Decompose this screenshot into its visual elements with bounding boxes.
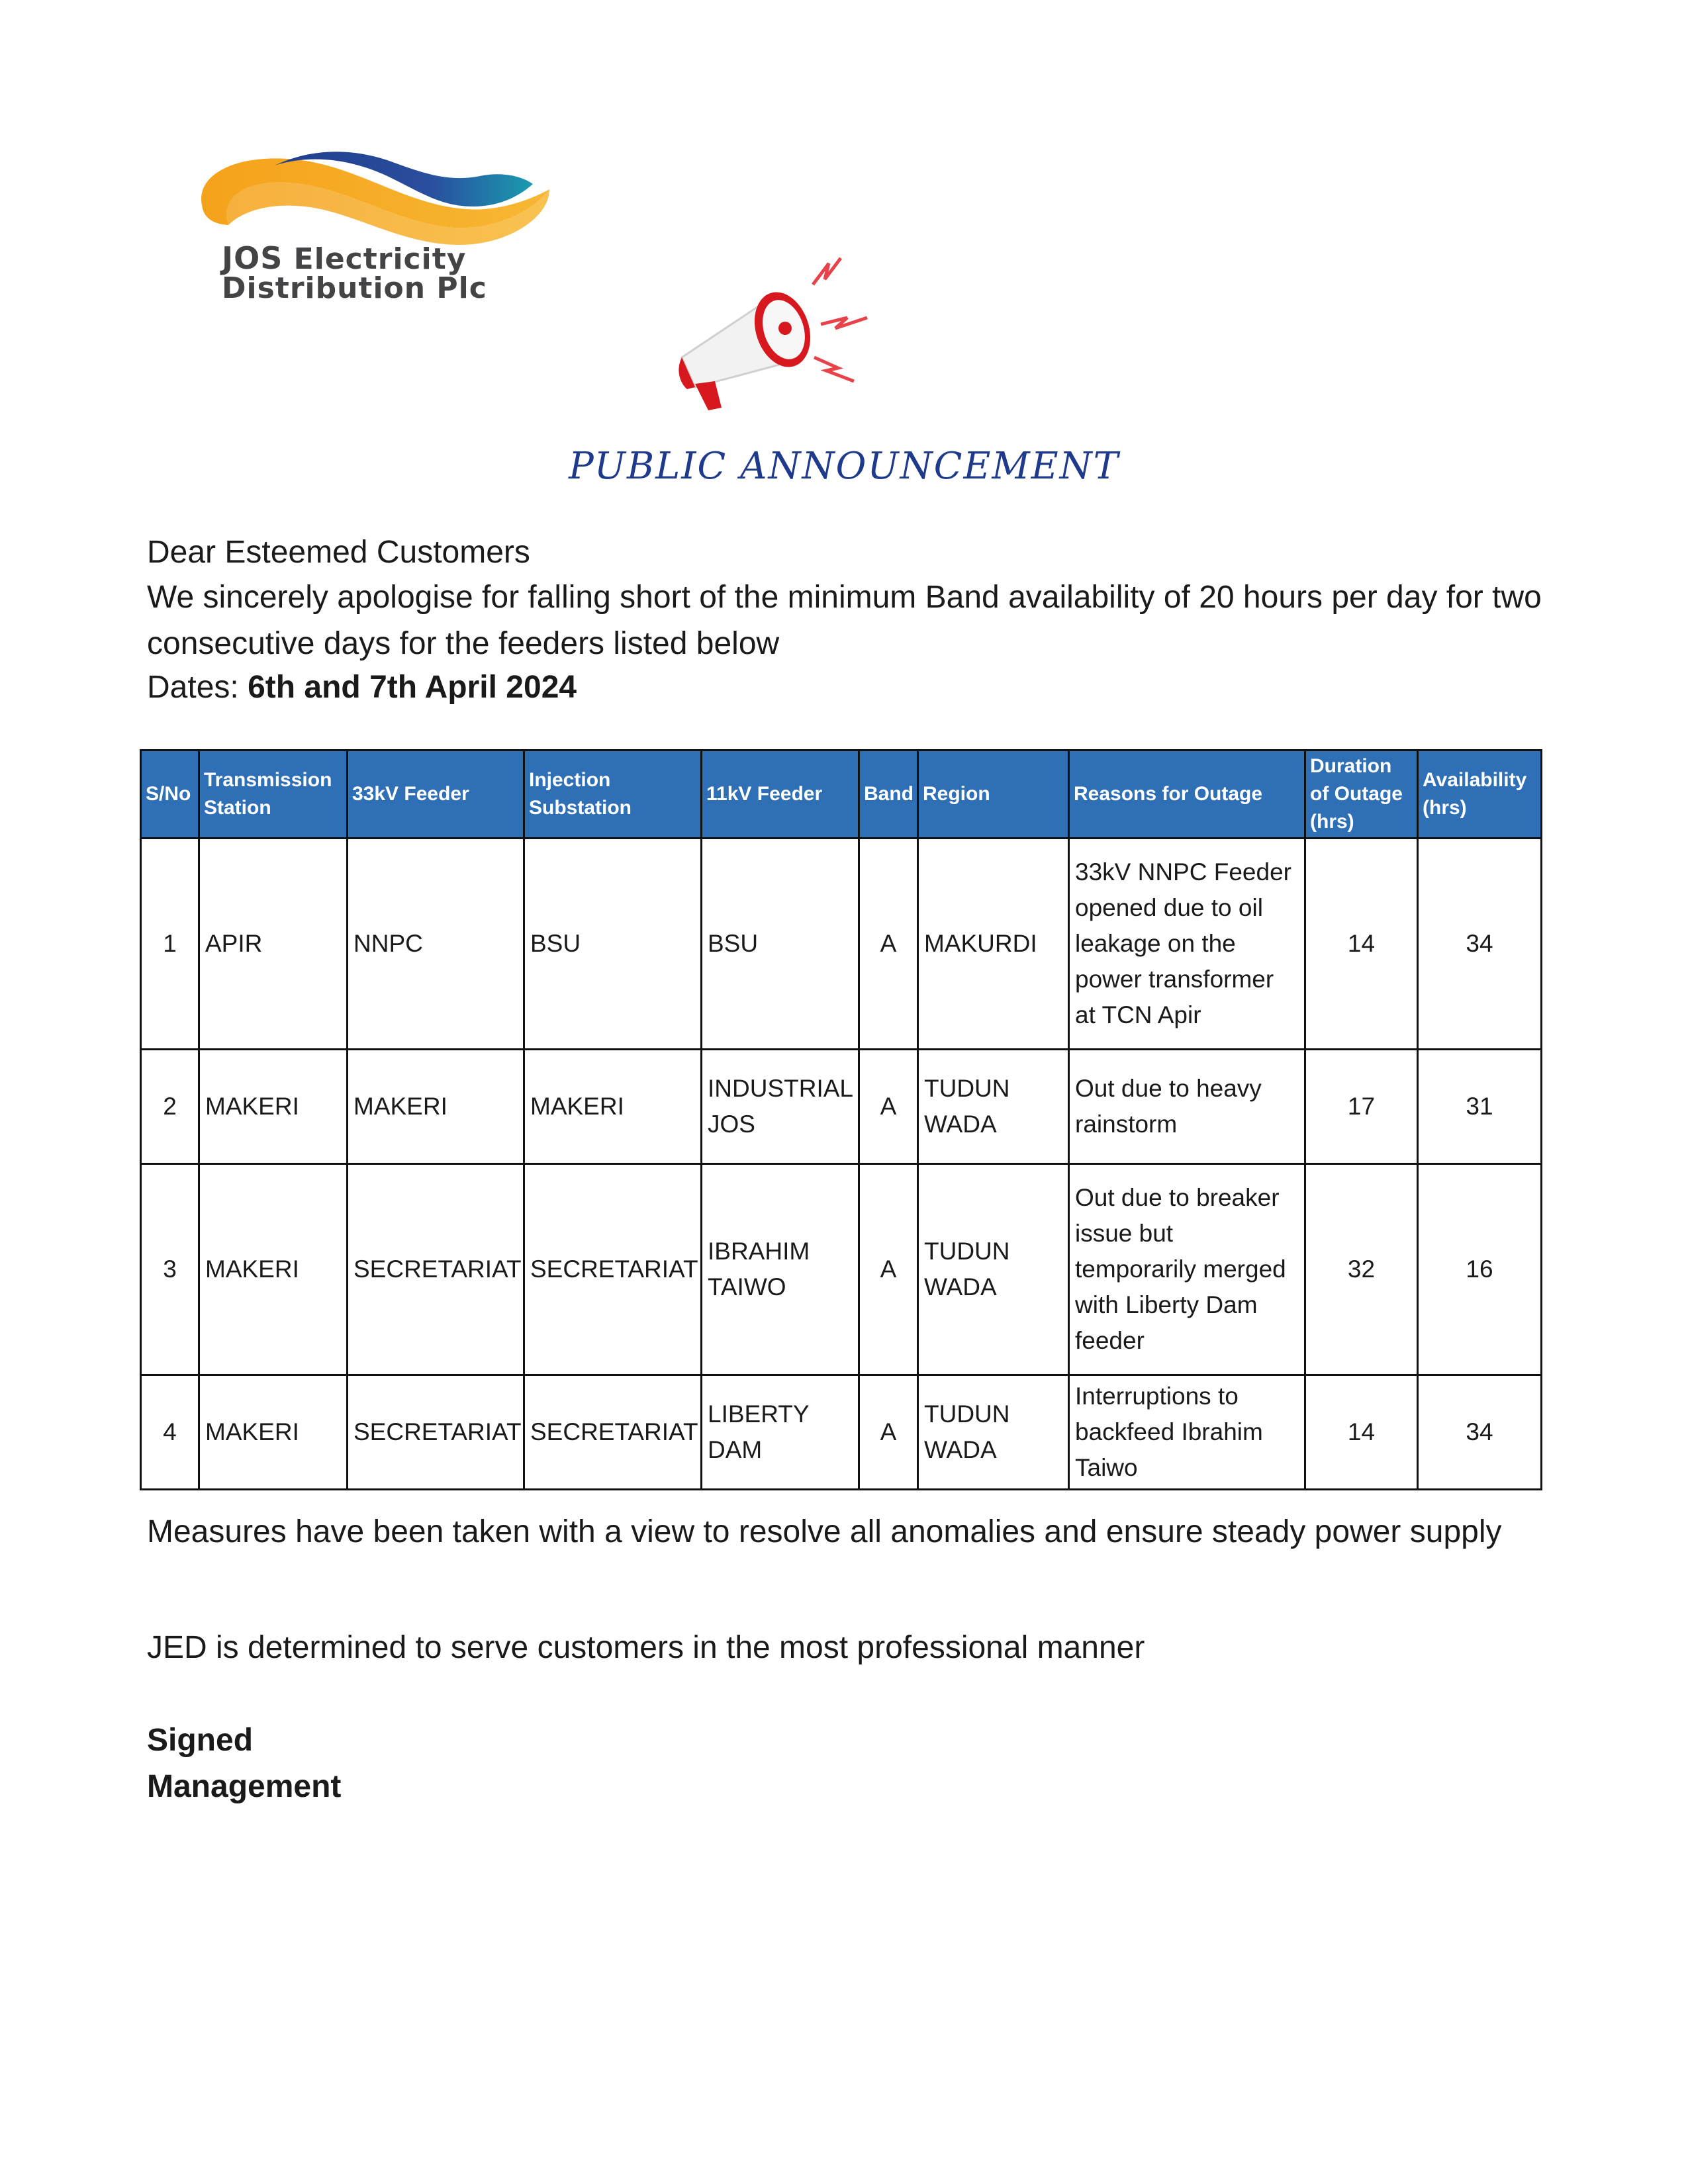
cell-reasons: Out due to heavy rainstorm <box>1069 1050 1305 1164</box>
header-transmission-station: Transmission Station <box>199 751 348 839</box>
cell-region: TUDUN WADA <box>918 1050 1069 1164</box>
dates-value: 6th and 7th April 2024 <box>248 670 577 705</box>
cell-duration: 17 <box>1305 1050 1418 1164</box>
outage-table <box>140 749 1542 1490</box>
cell-reasons: Interruptions to backfeed Ibrahim Taiwo <box>1069 1375 1305 1490</box>
cell-injection-substation: SECRETARIAT <box>524 1164 702 1375</box>
cell-band: A <box>859 1164 918 1375</box>
header-injection-substation: Injection Substation <box>524 751 702 839</box>
cell-reasons: Out due to breaker issue but temporarily merged with Liberty Dam feeder <box>1069 1164 1305 1375</box>
table-row <box>141 839 1542 1050</box>
cell-transmission-station: MAKERI <box>199 1375 348 1490</box>
cell-11kv-feeder: IBRAHIM TAIWO <box>702 1164 859 1375</box>
header-band: Band <box>859 751 918 839</box>
intro-paragraph: We sincerely apologise for falling short of the minimum Band availability of 20 hours per day for two consecutive days for the feeders listed below <box>147 580 1542 661</box>
header-region: Region <box>918 751 1069 839</box>
cell-33kv-feeder: NNPC <box>348 839 524 1050</box>
table-header-row <box>141 751 1542 839</box>
cell-duration: 32 <box>1305 1164 1418 1375</box>
table-row <box>141 1375 1542 1490</box>
cell-sno: 2 <box>141 1050 199 1164</box>
header-availability: Availability (hrs) <box>1418 751 1542 839</box>
cell-availability: 34 <box>1418 1375 1542 1490</box>
table-row <box>141 1050 1542 1164</box>
header-33kv-feeder: 33kV Feeder <box>348 751 524 839</box>
signatory-name: Management <box>147 1769 342 1804</box>
dates-line <box>147 664 577 711</box>
cell-transmission-station: APIR <box>199 839 348 1050</box>
header-11kv-feeder: 11kV Feeder <box>702 751 859 839</box>
cell-region: MAKURDI <box>918 839 1069 1050</box>
cell-region: TUDUN WADA <box>918 1164 1069 1375</box>
header-sno: S/No <box>141 751 199 839</box>
cell-availability: 34 <box>1418 839 1542 1050</box>
cell-duration: 14 <box>1305 839 1418 1050</box>
signed-label: Signed <box>147 1723 254 1758</box>
company-logo <box>189 146 559 318</box>
cell-sno: 1 <box>141 839 199 1050</box>
megaphone-icon <box>655 251 894 417</box>
jed-statement: JED is determined to serve customers in the most professional manner <box>147 1630 1145 1665</box>
cell-sno: 3 <box>141 1164 199 1375</box>
header-duration: Duration of Outage (hrs) <box>1305 751 1418 839</box>
cell-33kv-feeder: SECRETARIAT <box>348 1375 524 1490</box>
logo-text-jos: JOS <box>222 240 283 276</box>
dates-label: Dates: <box>147 670 248 705</box>
cell-band: A <box>859 1050 918 1164</box>
cell-availability: 16 <box>1418 1164 1542 1375</box>
cell-band: A <box>859 1375 918 1490</box>
logo-swirl-icon <box>189 146 559 251</box>
header-reasons: Reasons for Outage <box>1069 751 1305 839</box>
greeting: Dear Esteemed Customers <box>147 535 530 570</box>
cell-transmission-station: MAKERI <box>199 1164 348 1375</box>
logo-text-electricity: Electricity <box>283 242 467 276</box>
cell-reasons: 33kV NNPC Feeder opened due to oil leakage on the power transformer at TCN Apir <box>1069 839 1305 1050</box>
cell-band: A <box>859 839 918 1050</box>
cell-11kv-feeder: LIBERTY DAM <box>702 1375 859 1490</box>
cell-injection-substation: MAKERI <box>524 1050 702 1164</box>
cell-injection-substation: BSU <box>524 839 702 1050</box>
page-title: PUBLIC ANNOUNCEMENT <box>569 445 1119 488</box>
cell-11kv-feeder: INDUSTRIAL JOS <box>702 1050 859 1164</box>
cell-transmission-station: MAKERI <box>199 1050 348 1164</box>
cell-sno: 4 <box>141 1375 199 1490</box>
table-row <box>141 1164 1542 1375</box>
cell-injection-substation: SECRETARIAT <box>524 1375 702 1490</box>
cell-availability: 31 <box>1418 1050 1542 1164</box>
cell-33kv-feeder: MAKERI <box>348 1050 524 1164</box>
logo-text-distribution: Distribution Plc <box>222 271 487 305</box>
measures-paragraph: Measures have been taken with a view to resolve all anomalies and ensure steady power supply <box>147 1514 1502 1549</box>
signature-block <box>147 1717 341 1810</box>
cell-33kv-feeder: SECRETARIAT <box>348 1164 524 1375</box>
cell-duration: 14 <box>1305 1375 1418 1490</box>
cell-11kv-feeder: BSU <box>702 839 859 1050</box>
cell-region: TUDUN WADA <box>918 1375 1069 1490</box>
